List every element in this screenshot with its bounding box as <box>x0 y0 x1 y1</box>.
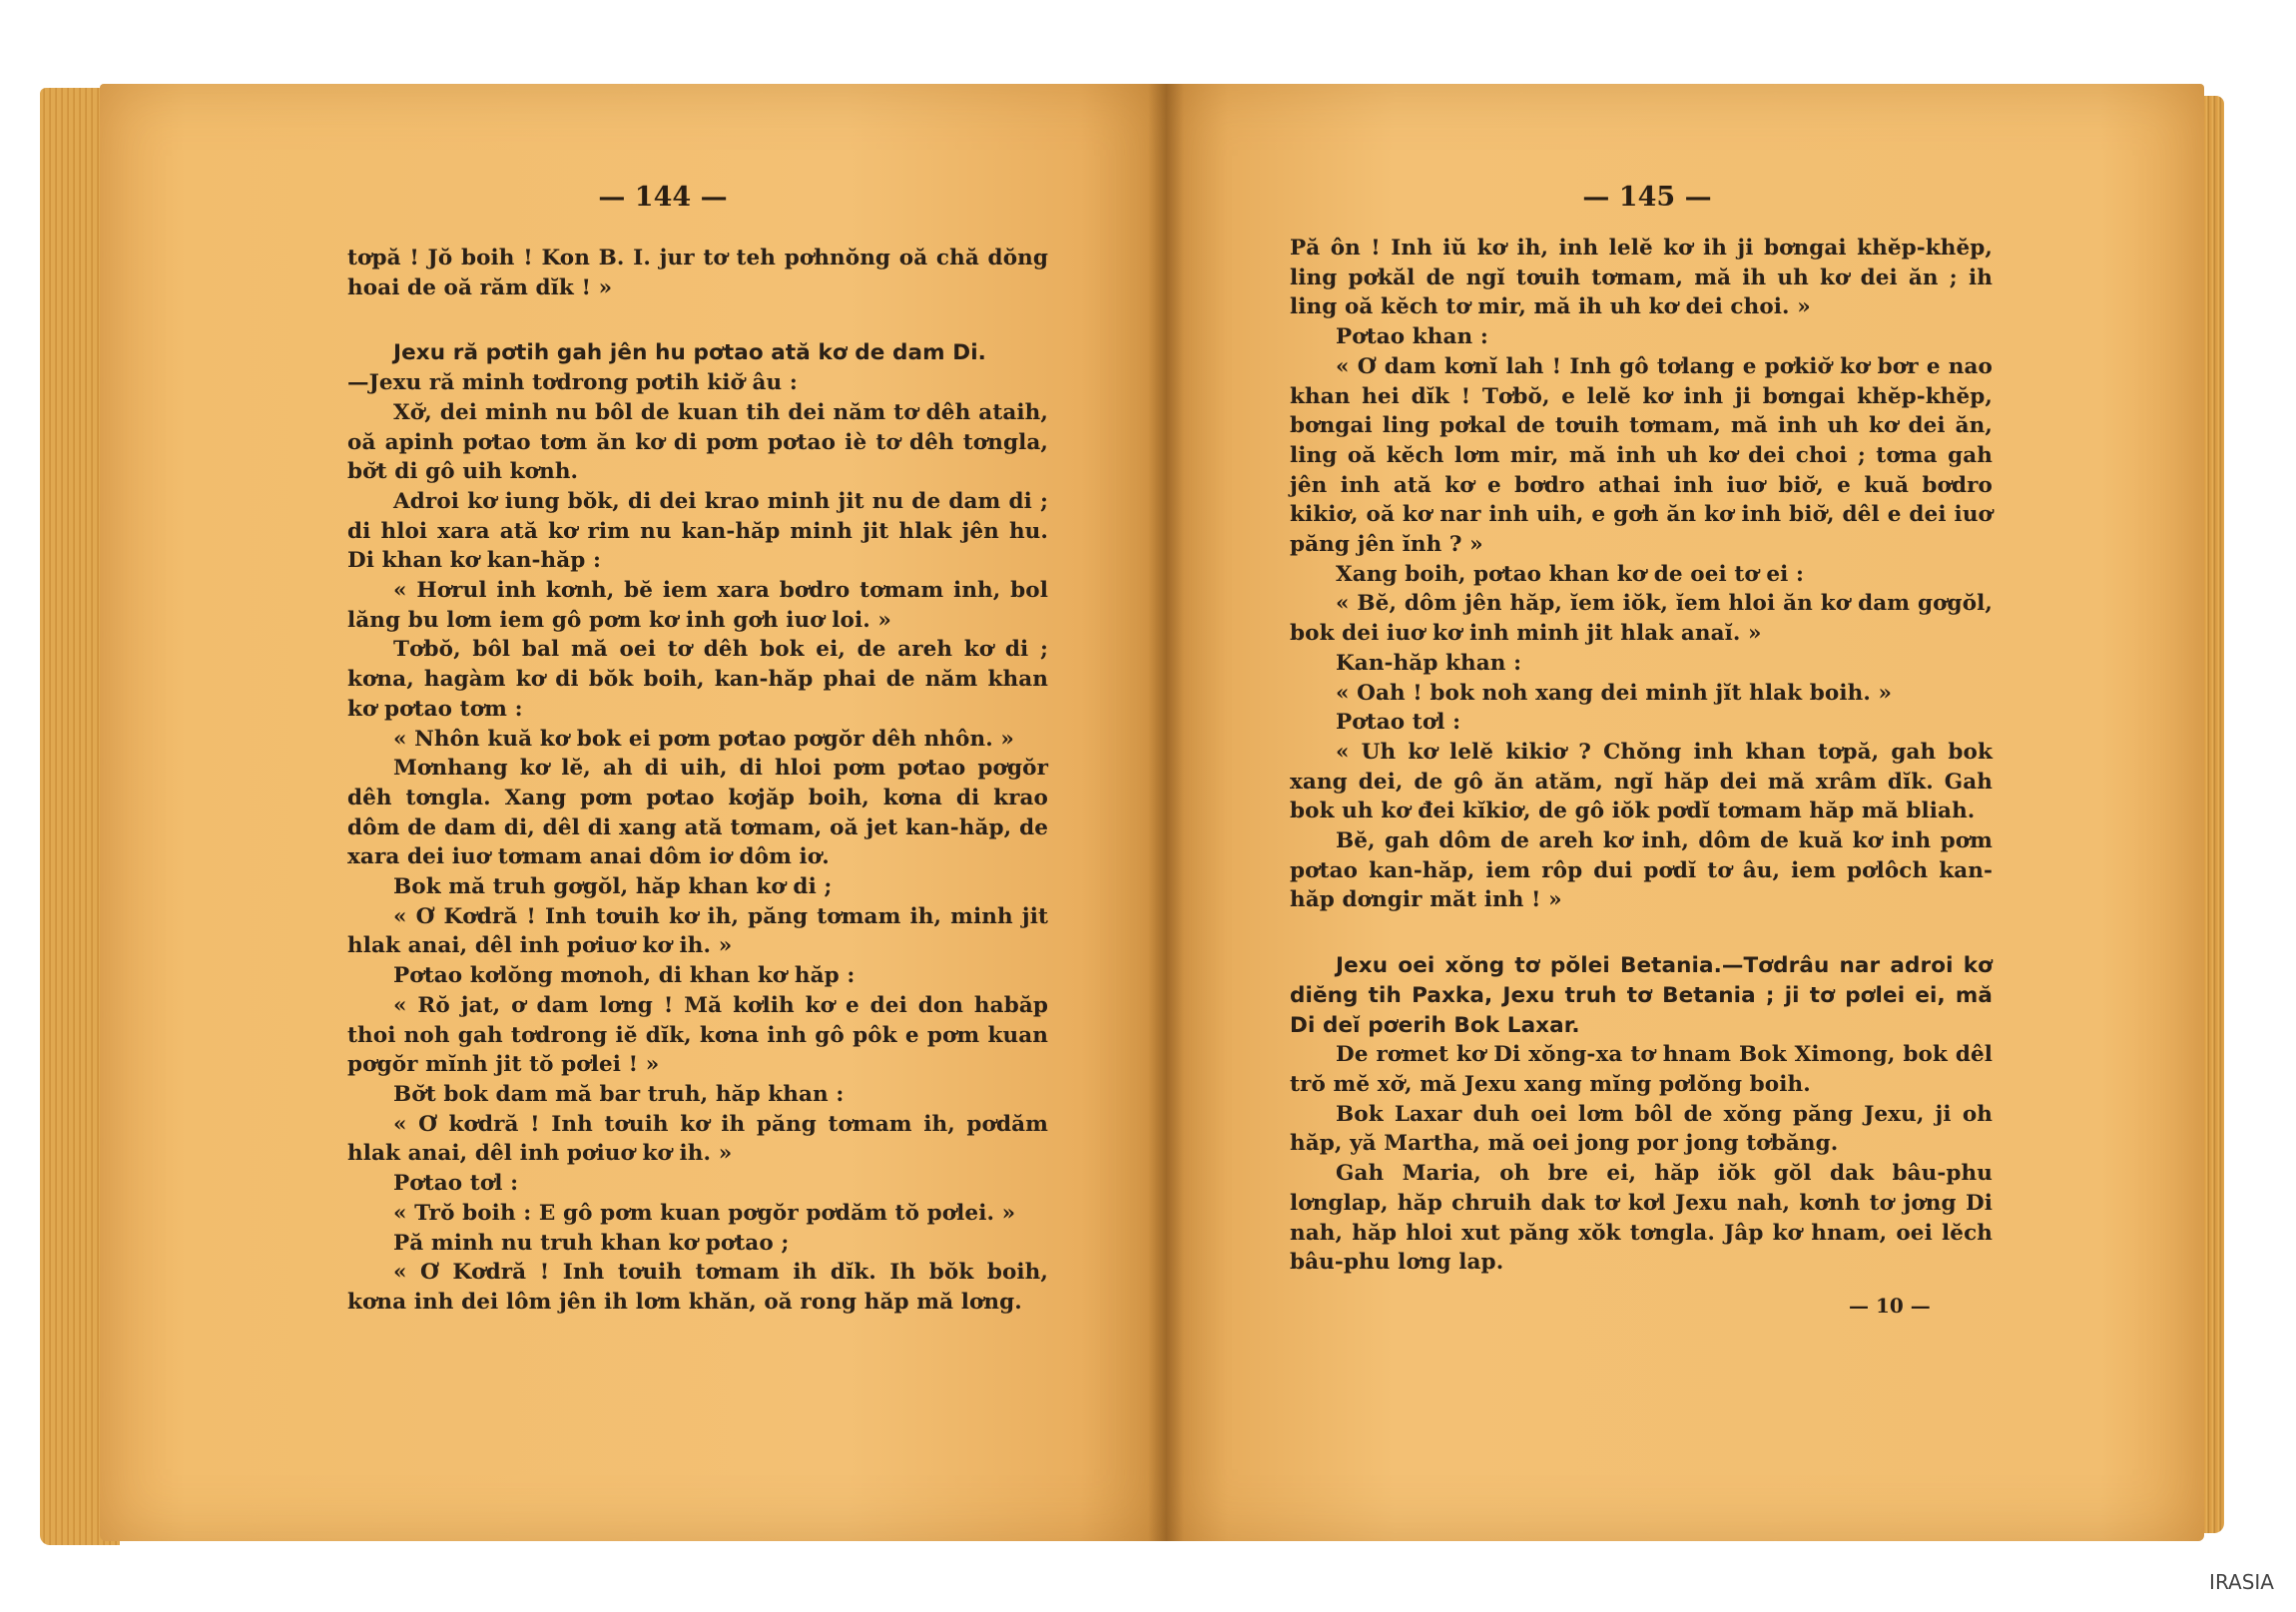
paragraph: « Oah ! bok noh xang dei minh jĭt hlak boih. » <box>1336 680 1893 706</box>
paragraph: Kan-hăp khan : <box>1336 650 1522 676</box>
paragraph: Adroi kơ iung bŏk, di dei krao minh jit nu de dam di ; di hloi xara ată kơ rim nu kan-hăp minh jit hlak jên hu. Di khan kơ kan-hăp : <box>347 488 1048 574</box>
section-heading: Jexu ră pơtih gah jên hu pơtao ată kơ de dam Di. <box>393 340 986 366</box>
paragraph: De rơmet kơ Di xŏng-xa tơ hnam Bok Ximong, bok dêl trŏ mĕ xơ̆, mă Jexu xang mĭng pơlŏng boih. <box>1290 1042 1993 1097</box>
signature-mark: — 10 — <box>1849 1294 1931 1318</box>
paragraph: « Ơ Kơdră ! Inh tơuih tơmam ih dĭk. Ih bŏk boih, kơna inh dei lôm jên ih lơm khăn, oă rong hăp mă lơng. <box>347 1260 1048 1315</box>
paragraph: Mơnhang kơ lĕ, ah di uih, di hloi pơm pơtao pơgŏr dêh tơngla. Xang pơm pơtao kơjăp boih, kơna di krao dôm de dam di, dêl di xang ată tơmam, oă jet kan-hăp, de xara dei iuơ tơmam anai dôm iơ dôm iơ. <box>347 756 1048 870</box>
right-page-number: — 145 — <box>1582 182 1712 213</box>
paragraph: « Ơ kơdră ! Inh tơuih kơ ih păng tơmam ih, pơdăm hlak anai, dêl inh pơiuơ kơ ih. » <box>347 1111 1048 1167</box>
paragraph: Gah Maria, oh bre ei, hăp iŏk gŏl dak bâu-phu lơnglap, hăp chruih dak tơ kơl Jexu nah, kơnh tơ jơng Di nah, hăp hloi xut păng xŏk tơngla. Jâp kơ hnam, oei lĕch bâu-phu lơng lap. <box>1290 1161 1993 1276</box>
paragraph: Bok Laxar duh oei lơm bôl de xŏng păng Jexu, ji oh hăp, yă Martha, mă oei jong por jong tơbăng. <box>1290 1101 1993 1157</box>
right-page-text <box>1290 234 1993 1278</box>
paragraph: « Uh kơ lelĕ kikiơ ? Chŏng inh khan tơpă, gah bok xang dei, de gô ăn atăm, ngĭ hăp dei mă xrâm dĭk. Gah bok uh kơ đei kĭkiơ, de gô iŏk pơdĭ tơmam hăp mă bliah. <box>1290 739 1993 824</box>
paragraph: Bơ̆t bok dam mă bar truh, hăp khan : <box>393 1081 845 1107</box>
paragraph: Bok mă truh gơgŏl, hăp khan kơ di ; <box>393 874 833 900</box>
paragraph: Pơtao kơlŏng mơnoh, di khan kơ hăp : <box>393 963 856 989</box>
paragraph: tơpă ! Jŏ boih ! Kon B. I. jur tơ teh pơhnŏng oă chă dŏng hoai de oă răm dĭk ! » <box>347 246 1048 300</box>
paragraph: « Bĕ, dôm jên hăp, ĭem iŏk, ĭem hloi ăn kơ dam gơgŏl, bok dei iuơ kơ inh minh jit hlak anaĭ. » <box>1290 591 1993 647</box>
paragraph: Xơ̆, dei minh nu bôl de kuan tih dei năm tơ dêh ataih, oă apinh pơtao tơm ăn kơ di pơm pơtao iè tơ dêh tơngla, bơ̆t di gô uih kơnh. <box>347 399 1048 485</box>
section-heading: Jexu oei xŏng tơ pŏlei Betania.—Tơdrâu nar adroi kơ diĕng tih Paxka, Jexu truh tơ Betania ; ji tơ pơlei ei, mă Di deĭ pơerih Bok Laxar. <box>1290 953 1993 1038</box>
paragraph: Pơtao khan : <box>1336 324 1488 350</box>
paragraph: Tơbŏ, bôl bal mă oei tơ dêh bok ei, de areh kơ di ; kơna, hagàm kơ di bŏk boih, kan-hăp phai de năm khan kơ pơtao tơm : <box>347 637 1048 722</box>
paragraph: Bĕ, gah dôm de areh kơ inh, dôm de kuă kơ inh pơm pơtao kan-hăp, iem rôp dui pơdĭ tơ âu, iem pơlôch kan-hăp dơngir măt inh ! » <box>1290 828 1993 913</box>
paragraph: « Trŏ boih : E gô pơm kuan pơgŏr pơdăm tŏ pơlei. » <box>393 1200 1016 1226</box>
paragraph: « Nhôn kuă kơ bok ei pơm pơtao pơgŏr dêh nhôn. » <box>393 726 1014 752</box>
left-page-number: — 144 — <box>598 182 728 213</box>
paragraph: « Ơ dam kơnĭ lah ! Inh gô tơlang e pơkiơ̆ kơ bơr e nao khan hei dĭk ! Tơbŏ, e lelĕ kơ inh ji bơngai khĕp-khĕp, bơngai ling pơkal de tơuih tơmam, mă inh uh kơ dei ăn, ling oă kĕch lơm mir, mă inh uh kơ dei choi ; tơma gah jên inh ată kơ e bơdro athai inh iuơ biơ̆, e kuă bơdro kikiơ, oă kơ nar inh uih, e gơh ăn kơ inh biơ̆, dêl e dei iuơ păng jên ĭnh ? » <box>1290 353 1993 558</box>
paragraph: « Hơrul inh kơnh, bĕ iem xara bơdro tơmam inh, bol lăng bu lơm iem gô pơm kơ inh gơh iuơ loi. » <box>347 578 1048 633</box>
paragraph: —Jexu ră minh tơdrong pơtih kiơ̆ âu : <box>347 370 798 396</box>
paragraph: Pơtao tơl : <box>1336 710 1461 736</box>
paragraph: « Rŏ jat, ơ dam lơng ! Mă kơlih kơ e dei don habăp thoi noh gah tơdrong iĕ dĭk, kơna inh gô pôk e pơm kuan pơgŏr mĭnh jit tŏ pơlei ! » <box>347 992 1048 1078</box>
book-gutter <box>1148 84 1184 1541</box>
left-page-text <box>347 244 1048 1318</box>
paragraph: Pă minh nu truh khan kơ pơtao ; <box>393 1230 790 1256</box>
paragraph: Xang boih, pơtao khan kơ de oei tơ ei : <box>1336 561 1805 587</box>
paragraph: Pơtao tơl : <box>393 1171 519 1197</box>
paragraph: « Ơ Kơdră ! Inh tơuih kơ ih, păng tơmam ih, minh jit hlak anai, dêl inh pơiuơ kơ ih. » <box>347 903 1048 959</box>
paragraph: Pă ôn ! Inh iŭ kơ ih, inh lelĕ kơ ih ji bơngai khĕp-khĕp, ling pơkăl de ngĭ tơuih tơmam, mă ih uh kơ dei ăn ; ih ling oă kĕch tơ mir, mă ih uh kơ dei choi. » <box>1290 236 1993 320</box>
watermark: IRASIA <box>2209 1570 2274 1594</box>
